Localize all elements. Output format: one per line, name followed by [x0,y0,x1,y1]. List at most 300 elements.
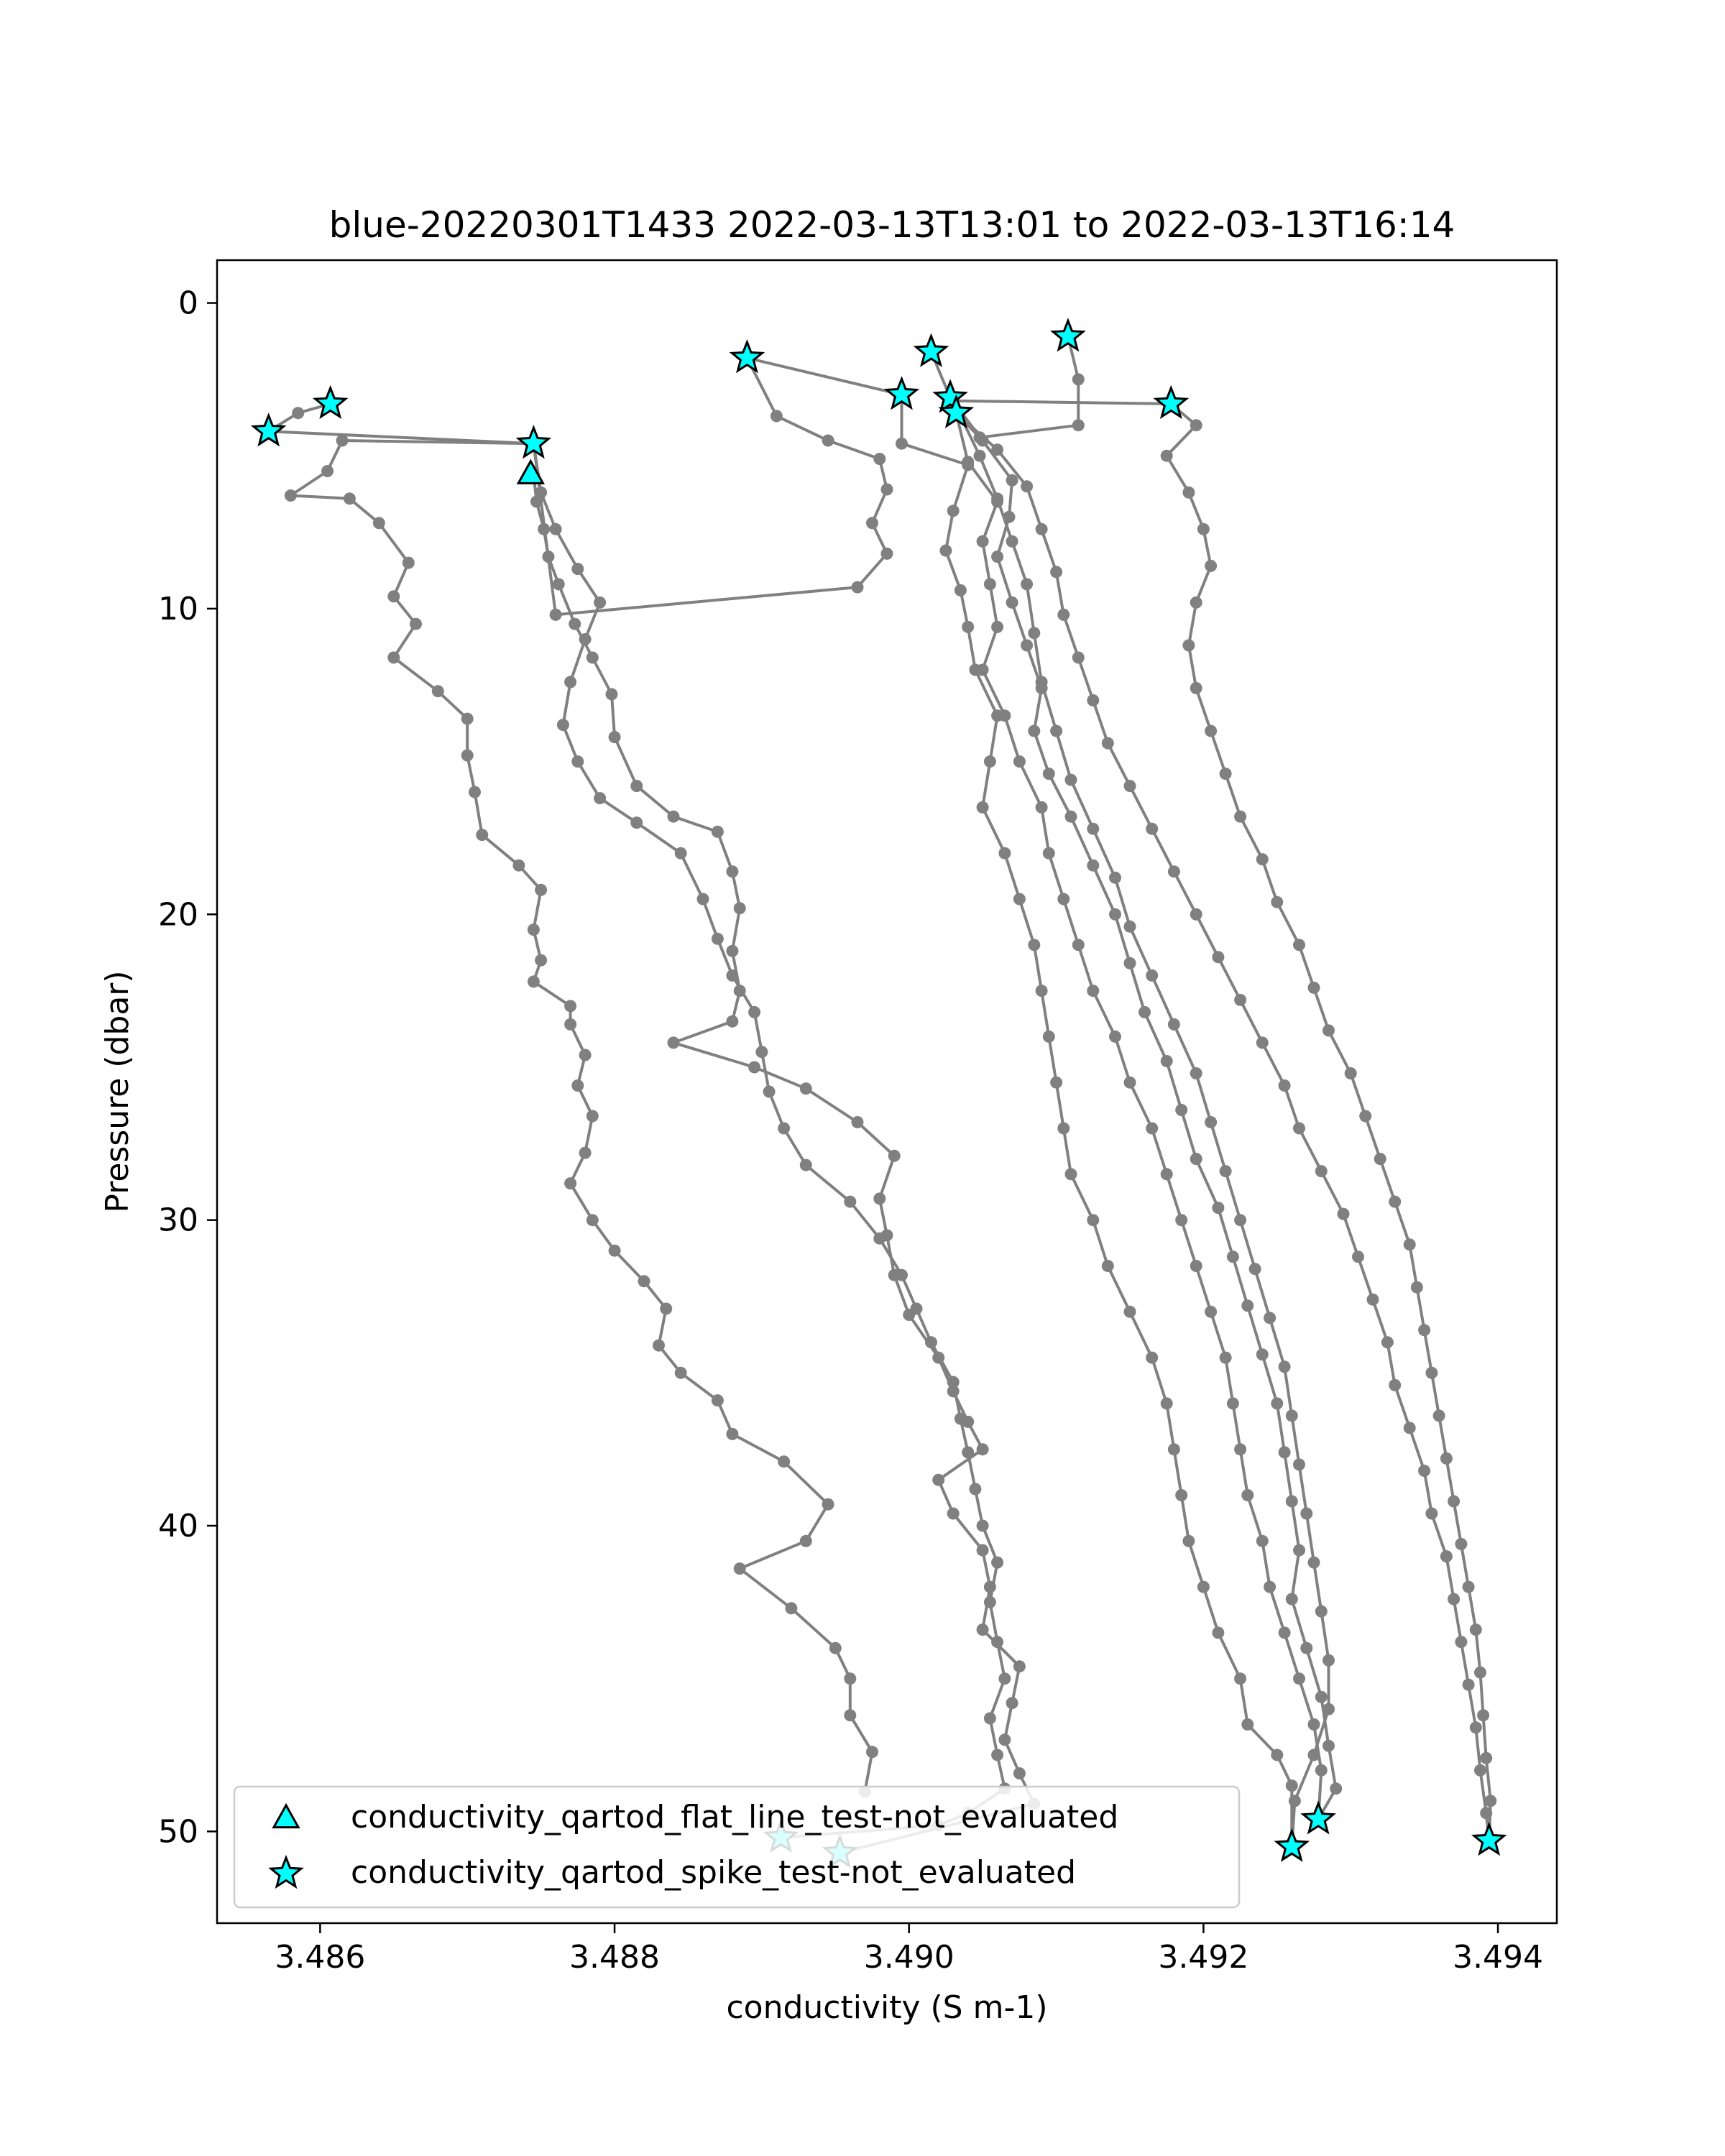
profile-point [1418,1324,1430,1336]
profile-point [1234,1443,1246,1455]
x-tick-label: 3.492 [1158,1939,1249,1976]
profile-point [1293,1458,1305,1470]
profile-point [800,1535,812,1547]
profile-point [1381,1336,1394,1348]
profile-point [1205,1116,1217,1128]
profile-point [1072,652,1085,664]
profile-point [1057,893,1070,906]
profile-point [1425,1367,1438,1379]
profile-point [1455,1636,1467,1648]
profile-point [947,505,960,517]
profile-point [321,465,334,477]
profile-point [1286,1593,1298,1606]
profile-point [984,1596,996,1608]
profile-point [1161,1168,1173,1180]
profile-point [1212,951,1224,963]
profile-point [1220,1165,1232,1177]
legend-label-flat-line: conductivity_qartod_flat_line_test-not_evaluated [351,1799,1119,1835]
profile-point [1124,1077,1136,1089]
profile-point [748,1061,760,1074]
profile-point [1182,1535,1195,1547]
profile-point [984,755,996,768]
profile-point [991,492,1003,505]
profile-point [962,621,974,633]
profile-point [984,1713,996,1725]
profile-point [896,1269,908,1281]
profile-point [873,453,886,465]
profile-point [962,456,974,468]
profile-point [1013,1660,1026,1672]
profile-point [1433,1409,1445,1422]
profile-point [1013,1767,1026,1779]
profile-point [1072,939,1085,951]
profile-point [535,884,547,896]
profile-point [285,489,297,502]
profile-point [1006,1697,1018,1709]
profile-point [1308,1718,1320,1731]
profile-point [1477,1709,1489,1721]
profile-point [1182,487,1195,499]
profile-point [569,618,581,630]
profile-point [1241,1489,1254,1501]
profile-point [1279,1079,1291,1092]
profile-point [668,1036,680,1049]
profile-point [991,621,1003,633]
profile-point [1102,1260,1114,1272]
profile-point [1190,1153,1202,1165]
profile-point [550,609,562,621]
profile-point [977,1443,989,1455]
profile-point [866,1746,878,1758]
profile-point [1264,1312,1276,1324]
profile-point [726,865,738,877]
profile-point [1050,1077,1062,1089]
profile-point [1359,1110,1371,1123]
profile-point [336,435,349,447]
profile-point [1440,1550,1453,1562]
profile-point [1036,676,1048,688]
profile-point [1256,1036,1269,1049]
profile-point [630,816,643,829]
profile-point [977,1520,989,1532]
profile-point [1036,801,1048,814]
profile-point [1175,1489,1187,1501]
profile-point [579,1049,592,1061]
profile-point [954,584,967,596]
profile-point [1480,1807,1492,1819]
profile-point [1293,939,1305,951]
profile-point [1271,1749,1283,1761]
profile-point [1308,1749,1320,1761]
profile-point [1474,1764,1486,1777]
profile-point [1470,1721,1482,1733]
profile-point [1028,939,1040,951]
profile-point [1279,1360,1291,1373]
profile-point [1286,1496,1298,1508]
profile-point [1087,694,1099,706]
profile-point [1124,921,1136,933]
profile-point [844,1709,856,1721]
profile-point [410,618,422,630]
profile-point [1241,1718,1254,1731]
profile-point [1220,1352,1232,1364]
profile-point [1028,627,1040,639]
profile-point [1087,985,1099,997]
profile-point [1256,1348,1269,1360]
profile-point [873,1192,886,1204]
profile-point [1161,1397,1173,1409]
profile-point [1124,780,1136,792]
y-tick-label: 50 [158,1813,198,1851]
profile-point [1197,1581,1210,1593]
profile-point [1087,1214,1099,1226]
profile-point [1168,865,1180,877]
profile-point [594,596,606,609]
profile-point [1065,774,1077,786]
profile-point [512,860,525,872]
profile-point [606,688,618,701]
profile-point [991,550,1003,563]
profile-point [586,1110,599,1123]
profile-point [1205,560,1217,572]
profile-point [1050,566,1062,578]
profile-point [800,1082,812,1095]
profile-point [1146,1352,1158,1364]
profile-point [984,578,996,590]
profile-point [609,731,621,743]
profile-point [991,1636,1003,1648]
profile-point [1021,640,1033,652]
profile-point [734,902,746,914]
profile-point [1138,1006,1151,1018]
profile-point [1087,860,1099,872]
profile-point [1367,1294,1379,1306]
profile-point [1065,811,1077,823]
profile-point [991,1557,1003,1569]
profile-point [734,1562,746,1575]
profile-point [1190,596,1202,609]
profile-point [1448,1593,1460,1606]
profile-point [1021,480,1033,492]
profile-point [852,1116,864,1128]
y-axis-label: Pressure (dbar) [99,970,136,1213]
profile-point [1389,1379,1401,1391]
profile-point [1124,1306,1136,1318]
profile-point [852,581,864,594]
profile-point [1146,1123,1158,1135]
profile-point [1308,1557,1320,1569]
profile-point [1374,1153,1386,1165]
profile-point [586,652,599,664]
profile-point [712,1394,724,1406]
profile-point [1175,1214,1187,1226]
profile-point [1234,1672,1246,1685]
profile-point [1286,1409,1298,1422]
profile-point [1322,1654,1335,1667]
profile-point [1102,737,1114,750]
profile-point [1175,1104,1187,1116]
profile-point [1168,1443,1180,1455]
profile-point [571,1079,584,1092]
y-tick-label: 0 [178,285,198,322]
profile-point [1190,682,1202,694]
profile-point [1146,823,1158,835]
profile-point [1322,1024,1335,1036]
profile-point [1389,1196,1401,1208]
profile-point [991,443,1003,456]
profile-point [962,1446,974,1458]
profile-point [1315,1165,1328,1177]
profile-point [1256,853,1269,865]
profile-point [829,1642,842,1654]
y-tick-label: 20 [158,896,198,934]
profile-point [675,847,687,860]
profile-point [550,523,562,535]
profile-point [763,1086,776,1098]
profile-point [726,1015,738,1028]
profile-point [1293,1672,1305,1685]
profile-point [653,1340,665,1352]
x-tick-label: 3.488 [569,1939,661,1976]
profile-point [726,945,738,957]
profile-point [712,826,724,838]
x-axis-label: conductivity (S m-1) [726,1989,1048,2026]
legend-label-spike: conductivity_qartod_spike_test-not_evaluated [351,1854,1077,1891]
profile-point [1418,1465,1430,1477]
profile-point [1190,419,1202,431]
profile-point [785,1602,797,1614]
profile-point [1161,1055,1173,1067]
profile-point [564,1000,576,1012]
profile-point [770,410,783,422]
profile-point [1404,1238,1416,1250]
profile-point [873,1233,886,1245]
profile-point [432,685,444,697]
profile-point [1425,1508,1438,1520]
profile-point [553,578,565,590]
profile-point [697,893,709,906]
x-tick-label: 3.490 [863,1939,954,1976]
profile-point [387,590,400,602]
profile-point [1279,1626,1291,1639]
profile-point [977,1623,989,1636]
profile-point [1227,1397,1239,1409]
profile-point [1006,596,1018,609]
profile-point [998,847,1011,860]
profile-point [977,664,989,676]
legend [234,1787,1239,1907]
profile-point [387,652,400,664]
profile-point [939,545,952,557]
profile-point [1352,1250,1364,1263]
profile-point [344,492,356,505]
profile-point [609,1245,621,1257]
profile-point [1279,1446,1291,1458]
profile-point [461,713,474,725]
profile-point [778,1455,790,1468]
profile-point [571,755,584,768]
profile-point [844,1672,856,1685]
profile-point [932,1474,944,1486]
profile-point [1234,811,1246,823]
profile-point [1057,609,1070,621]
profile-point [778,1123,790,1135]
y-tick-label: 40 [158,1508,198,1545]
profile-point [402,557,415,569]
profile-point [564,676,576,688]
profile-point [1440,1452,1453,1465]
profile-point [881,548,893,560]
profile-point [1315,1764,1328,1777]
profile-point [1168,1018,1180,1031]
profile-point [998,709,1011,722]
profile-point [1338,1208,1350,1220]
x-tick-label: 3.494 [1453,1939,1544,1976]
profile-point [1315,1691,1328,1703]
profile-point [881,484,893,496]
profile-point [947,1508,960,1520]
profile-point [1271,1397,1283,1409]
profile-point [1205,1306,1217,1318]
profile-point [1072,419,1085,431]
profile-point [675,1367,687,1379]
legend-entry-flat-line [274,1799,1118,1835]
profile-point [1411,1281,1423,1294]
profile-point [528,975,540,987]
profile-point [1021,578,1033,590]
profile-point [1161,450,1173,462]
profile-point [974,450,986,462]
profile-point [579,633,592,645]
profile-point [1234,1214,1246,1226]
profile-point [1315,1606,1328,1618]
profile-point [1249,1263,1261,1275]
profile-point [822,1498,834,1511]
profile-point [1050,725,1062,737]
profile-point [1013,893,1026,906]
profile-point [1271,896,1283,908]
profile-point [1065,1168,1077,1180]
profile-point [476,829,488,841]
profile-point [1036,985,1048,997]
chart-title: blue-20220301T1433 2022-03-13T13:01 to 2022-03-13T16:14 [328,204,1455,246]
profile-point [586,1214,599,1226]
profile-point [1470,1623,1482,1636]
profile-point [1087,823,1099,835]
profile-point [630,780,643,792]
profile-point [844,1196,856,1208]
profile-point [564,1018,576,1031]
profile-point [1028,725,1040,737]
profile-point [1109,1031,1121,1043]
profile-point [594,792,606,804]
profile-point [896,438,908,450]
profile-point [1220,768,1232,780]
profile-point [726,969,738,982]
profile-point [1286,1779,1298,1792]
profile-point [668,811,680,823]
profile-point [1109,872,1121,884]
profile-point [712,933,724,945]
profile-point [1322,1703,1335,1715]
x-tick-label: 3.486 [275,1939,366,1976]
profile-point [571,563,584,575]
profile-point [1289,1795,1301,1807]
profile-point [638,1275,650,1287]
y-tick-label: 10 [158,590,198,627]
profile-point [1345,1067,1357,1079]
profile-point [998,1672,1011,1685]
profile-point [800,1159,812,1171]
profile-point [1109,908,1121,921]
profile-point [1212,1202,1224,1214]
legend-entry-spike [271,1854,1076,1891]
profile-point [1146,969,1158,982]
profile-point [1256,1535,1269,1547]
profile-point [1212,1626,1224,1639]
profile-point [1227,1250,1239,1263]
profile-point [1057,1123,1070,1135]
profile-point [998,1733,1011,1746]
profile-point [1474,1667,1486,1679]
profile-point [1463,1581,1475,1593]
profile-point [660,1303,672,1315]
profile-point [469,786,481,798]
profile-point [1197,523,1210,535]
profile-point [1264,1581,1276,1593]
profile-point [977,801,989,814]
profile-point [1190,908,1202,921]
profile-point [925,1336,937,1348]
profile-point [1463,1679,1475,1691]
profile-point [954,1413,967,1425]
profile-point [726,1428,738,1440]
profile-point [1322,1740,1335,1752]
profile-point [1404,1422,1416,1434]
profile-point [1330,1782,1342,1795]
profile-point [1455,1538,1467,1550]
profile-point [1448,1496,1460,1508]
profile-point [1043,847,1055,860]
profile-point [1043,1031,1055,1043]
profile-point [1006,474,1018,487]
profile-point [535,954,547,967]
profile-point [977,1544,989,1557]
profile-point [1293,1544,1305,1557]
profile-point [1308,982,1320,994]
profile-point [991,1749,1003,1761]
profile-point [822,435,834,447]
profile-point [1182,640,1195,652]
profile-point [1013,755,1026,768]
profile-point [1293,1123,1305,1135]
profile-point [528,923,540,936]
profile-point [1300,1508,1312,1520]
profile-point [1072,373,1085,385]
y-tick-label: 30 [158,1202,198,1239]
profile-point [564,1177,576,1189]
profile-point [1043,768,1055,780]
profile-point [969,1483,981,1496]
profile-point [748,1006,760,1018]
profile-point [1480,1752,1492,1764]
profile-point [373,517,385,529]
profile-point [579,1147,592,1159]
profile-point [1300,1642,1312,1654]
profile-point [1241,1299,1254,1312]
profile-point [866,517,878,529]
profile-point [1036,523,1048,535]
